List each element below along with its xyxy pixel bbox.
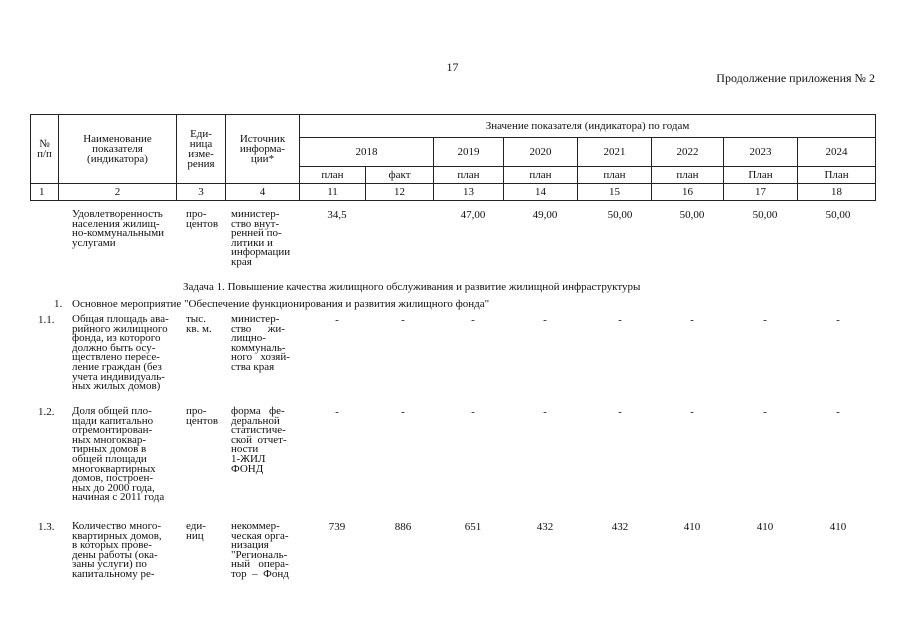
header-source: Источник информа- ции* bbox=[226, 115, 300, 184]
header-year: 2020 bbox=[504, 138, 578, 167]
indicator-value: 50,00 bbox=[607, 209, 633, 221]
indicator-unit: про- центов bbox=[186, 208, 219, 230]
indicator-value: - bbox=[690, 314, 694, 326]
indicator-value: - bbox=[471, 406, 475, 418]
indicator-value: - bbox=[763, 406, 767, 418]
column-number: 11 bbox=[300, 184, 366, 201]
header-subheader: План bbox=[798, 167, 876, 184]
header-subheader: план bbox=[434, 167, 504, 184]
indicator-source: министер- ство внут- ренней по- литики и информации края bbox=[231, 208, 291, 268]
indicator-value: 432 bbox=[611, 521, 629, 533]
indicator-name: Общая площадь ава- рийного жилищного фонда, из которого должно быть осу- ществлено пересе- ление граждан (без учета индивидуаль- ных жилых домов) bbox=[72, 313, 169, 393]
indicator-unit: еди- ниц bbox=[186, 520, 206, 542]
header-subheader: план bbox=[300, 167, 366, 184]
indicator-name: Доля общей пло- щади капитально отремонтирован- ных многоквар- тирных домов в общей площади многоквартирных домов, построен- ных до 2000 года, начиная с 2011 года bbox=[72, 405, 165, 504]
indicator-value: - bbox=[690, 406, 694, 418]
indicator-value: - bbox=[401, 314, 405, 326]
indicator-value: 410 bbox=[683, 521, 701, 533]
task-title: Задача 1. Повышение качества жилищного обслуживания и развитие жилищной инфраструктуры bbox=[183, 281, 641, 293]
indicator-value: - bbox=[335, 406, 339, 418]
indicator-number: 1.3. bbox=[38, 521, 55, 533]
indicator-value: 651 bbox=[464, 521, 482, 533]
indicator-source: некоммер- ческая орга- низация "Региональ- ный опера- тор – Фонд bbox=[231, 520, 289, 580]
indicator-value: 34,5 bbox=[327, 209, 347, 221]
header-subheader: План bbox=[724, 167, 798, 184]
header-subheader: план bbox=[504, 167, 578, 184]
indicator-value: - bbox=[618, 314, 622, 326]
indicator-value: - bbox=[471, 314, 475, 326]
header-subheader: план bbox=[652, 167, 724, 184]
column-number: 12 bbox=[366, 184, 434, 201]
indicator-value: 410 bbox=[829, 521, 847, 533]
indicator-value: - bbox=[543, 406, 547, 418]
indicator-value: - bbox=[401, 406, 405, 418]
indicator-value: - bbox=[836, 314, 840, 326]
header-year: 2023 bbox=[724, 138, 798, 167]
header-subheader: план bbox=[578, 167, 652, 184]
indicator-source: министер- ство жи- лищно- коммуналь- ного хозяй- ства края bbox=[231, 313, 290, 373]
indicator-value: 432 bbox=[536, 521, 554, 533]
appendix-note: Продолжение приложения № 2 bbox=[716, 71, 875, 85]
indicator-value: 50,00 bbox=[752, 209, 778, 221]
header-year: 2018 bbox=[300, 138, 434, 167]
header-year: 2024 bbox=[798, 138, 876, 167]
indicator-number: 1.2. bbox=[38, 406, 55, 418]
indicator-source: форма фе- деральной статистиче- ской отчет- ности 1-ЖИЛ ФОНД bbox=[231, 405, 287, 475]
indicator-value: - bbox=[335, 314, 339, 326]
column-number: 16 bbox=[652, 184, 724, 201]
column-number: 17 bbox=[724, 184, 798, 201]
column-number: 18 bbox=[798, 184, 876, 201]
indicator-unit: про- центов bbox=[186, 405, 219, 427]
header-values-title: Значение показателя (индикатора) по годам bbox=[300, 115, 876, 138]
header-subheader: факт bbox=[366, 167, 434, 184]
indicator-value: 49,00 bbox=[532, 209, 558, 221]
header-num: № п/п bbox=[31, 115, 59, 184]
column-number: 14 bbox=[504, 184, 578, 201]
indicator-number: 1.1. bbox=[38, 314, 55, 326]
page-number: 17 bbox=[446, 60, 459, 74]
indicator-value: 410 bbox=[756, 521, 774, 533]
header-year: 2022 bbox=[652, 138, 724, 167]
indicator-value: 739 bbox=[328, 521, 346, 533]
indicator-value: 50,00 bbox=[825, 209, 851, 221]
main-activity-number: 1. bbox=[54, 298, 63, 310]
indicator-name: Удовлетворенность населения жилищ- но-коммунальными услугами bbox=[72, 208, 165, 249]
indicator-unit: тыс. кв. м. bbox=[186, 313, 212, 335]
indicator-value: - bbox=[618, 406, 622, 418]
indicator-value: - bbox=[763, 314, 767, 326]
indicator-value: - bbox=[543, 314, 547, 326]
indicators-table-header bbox=[30, 114, 876, 201]
column-number: 1 bbox=[31, 184, 59, 201]
column-number: 4 bbox=[226, 184, 300, 201]
header-year: 2019 bbox=[434, 138, 504, 167]
indicator-value: 47,00 bbox=[460, 209, 486, 221]
column-number: 2 bbox=[59, 184, 177, 201]
indicator-value: - bbox=[836, 406, 840, 418]
header-unit: Еди- ница изме- рения bbox=[177, 115, 226, 184]
column-number: 3 bbox=[177, 184, 226, 201]
header-name: Наименование показателя (индикатора) bbox=[59, 115, 177, 184]
main-activity-text: Основное мероприятие "Обеспечение функционирования и развития жилищного фонда" bbox=[72, 298, 490, 310]
indicator-value: 886 bbox=[394, 521, 412, 533]
column-number: 15 bbox=[578, 184, 652, 201]
column-number: 13 bbox=[434, 184, 504, 201]
indicator-name: Количество много- квартирных домов, в которых прове- дены работы (ока- заны услуги) по капитальному ре- bbox=[72, 520, 162, 580]
indicator-value: 50,00 bbox=[679, 209, 705, 221]
header-year: 2021 bbox=[578, 138, 652, 167]
